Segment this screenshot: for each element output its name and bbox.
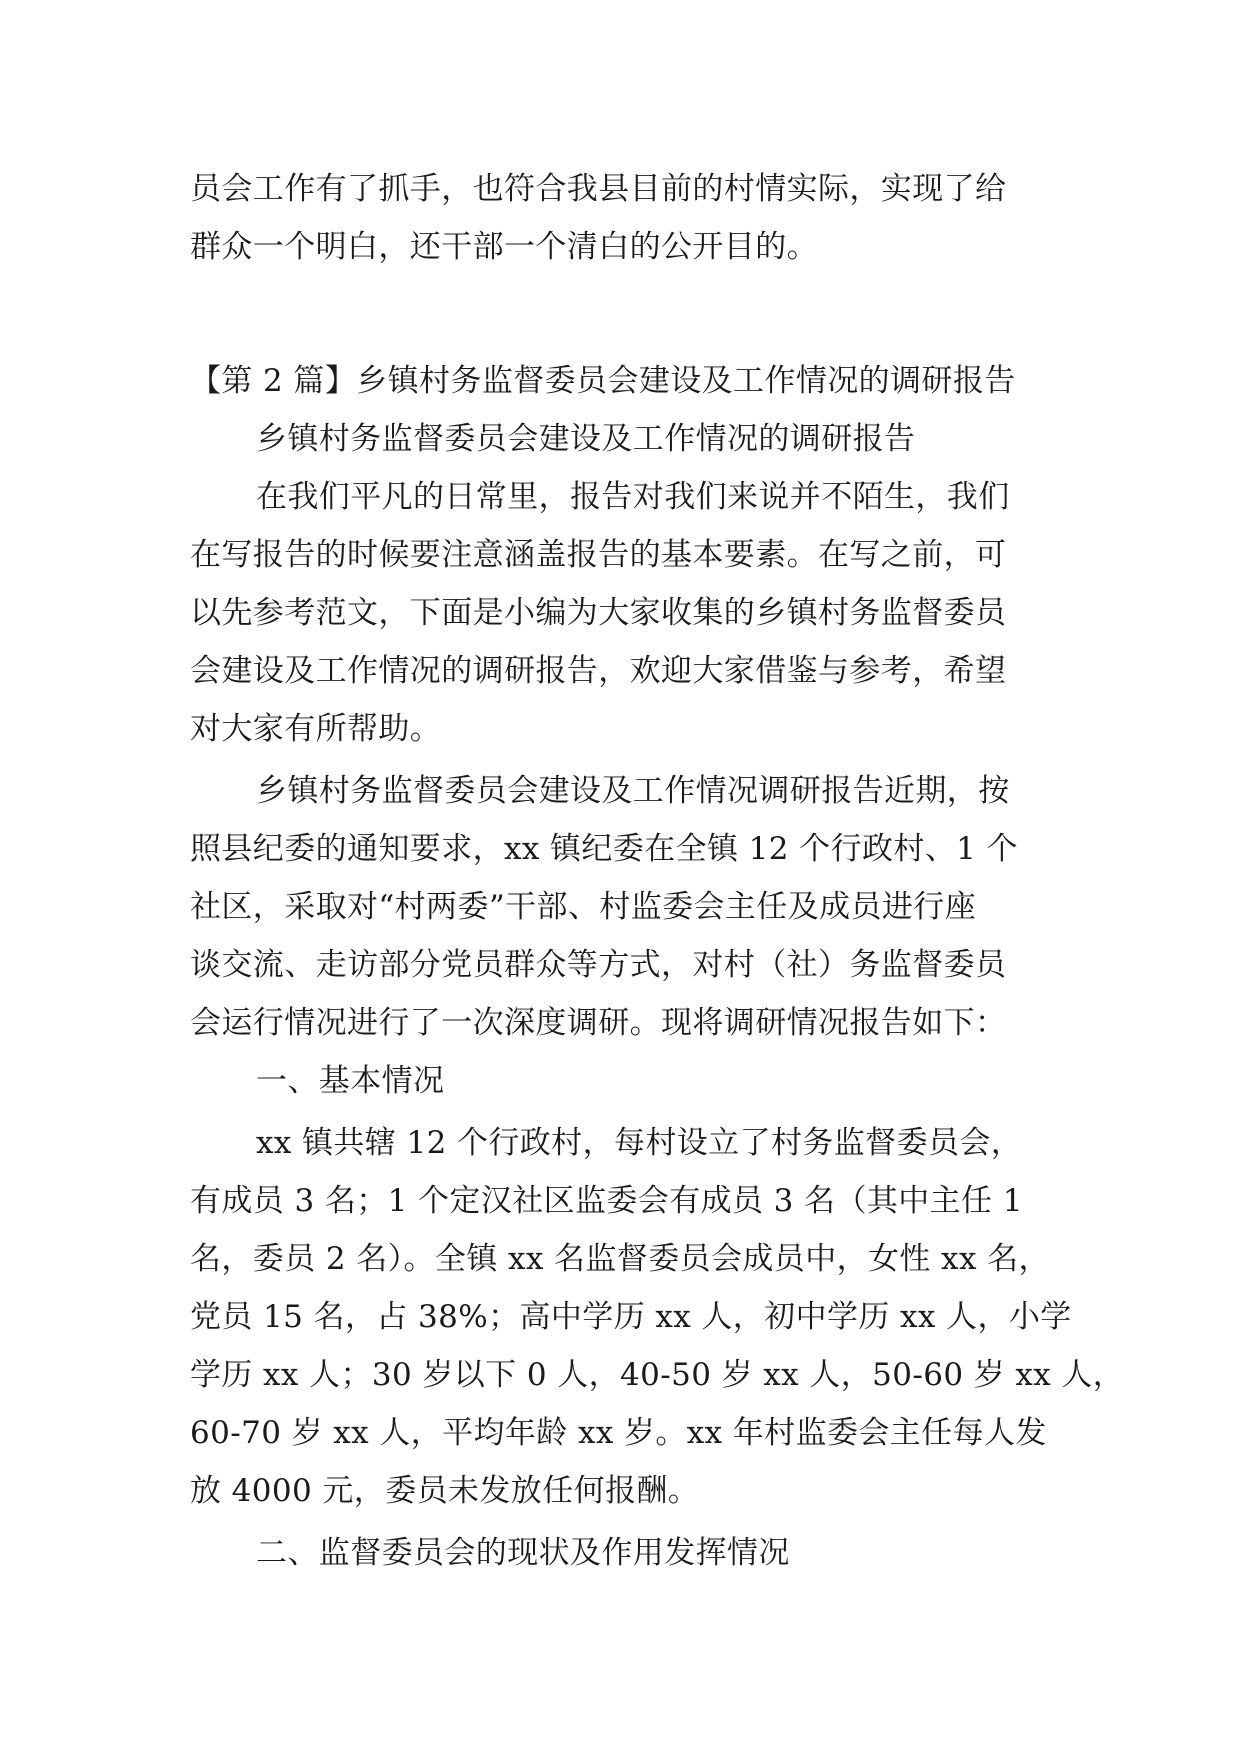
text-line: 对大家有所帮助。 [190, 711, 442, 747]
text-line: 60-70 岁 xx 人，平均年龄 xx 岁。xx 年村监委会主任每人发 [190, 1415, 1047, 1451]
text-line: 放 4000 元，委员未发放任何报酬。 [190, 1473, 700, 1509]
body-paragraph-2 [190, 1114, 1125, 1520]
paragraph-gap [190, 276, 1058, 352]
document-page [190, 160, 1125, 1582]
text-line: 学历 xx 人；30 岁以下 0 人，40-50 岁 xx 人，50-60 岁 xx 人， [190, 1357, 1125, 1393]
text-line: 会运行情况进行了一次深度调研。现将调研情况报告如下： [190, 1005, 1007, 1041]
section-heading-status: 二、监督委员会的现状及作用发挥情况 [256, 1535, 790, 1571]
text-line: 有成员 3 名；1 个定汉社区监委会有成员 3 名（其中主任 1 [190, 1183, 1023, 1219]
text-line: 以先参考范文，下面是小编为大家收集的乡镇村务监督委员 [190, 595, 1007, 631]
text-line: 党员 15 名，占 38%；高中学历 xx 人，初中学历 xx 人，小学 [190, 1299, 1072, 1335]
text-line: 谈交流、走访部分党员群众等方式，对村（社）务监督委员 [190, 947, 1007, 983]
continuation-paragraph [190, 160, 1058, 276]
text-line: 社区，采取对“村两委”干部、村监委会主任及成员进行座 [190, 889, 977, 925]
text-line: xx 镇共辖 12 个行政村，每村设立了村务监督委员会， [256, 1125, 1023, 1161]
text-line: 群众一个明白，还干部一个清白的公开目的。 [190, 229, 818, 265]
text-line: 在我们平凡的日常里，报告对我们来说并不陌生，我们 [256, 479, 1010, 515]
text-line: 会建设及工作情况的调研报告，欢迎大家借鉴与参考，希望 [190, 653, 1007, 689]
text-line: 照县纪委的通知要求，xx 镇纪委在全镇 12 个行政村、1 个 [190, 831, 1018, 867]
intro-paragraph [190, 468, 1058, 758]
body-paragraph-1 [190, 762, 1058, 1052]
text-line: 员会工作有了抓手，也符合我县目前的村情实际，实现了给 [190, 171, 1007, 207]
article-heading: 【第 2 篇】乡镇村务监督委员会建设及工作情况的调研报告 [190, 363, 1016, 399]
text-line: 乡镇村务监督委员会建设及工作情况调研报告近期，按 [256, 773, 1010, 809]
text-line: 在写报告的时候要注意涵盖报告的基本要素。在写之前，可 [190, 537, 1007, 573]
article-subtitle: 乡镇村务监督委员会建设及工作情况的调研报告 [256, 421, 916, 457]
section-heading-basic: 一、基本情况 [256, 1063, 445, 1099]
text-line: 名，委员 2 名）。全镇 xx 名监督委员会成员中，女性 xx 名， [190, 1241, 1050, 1277]
